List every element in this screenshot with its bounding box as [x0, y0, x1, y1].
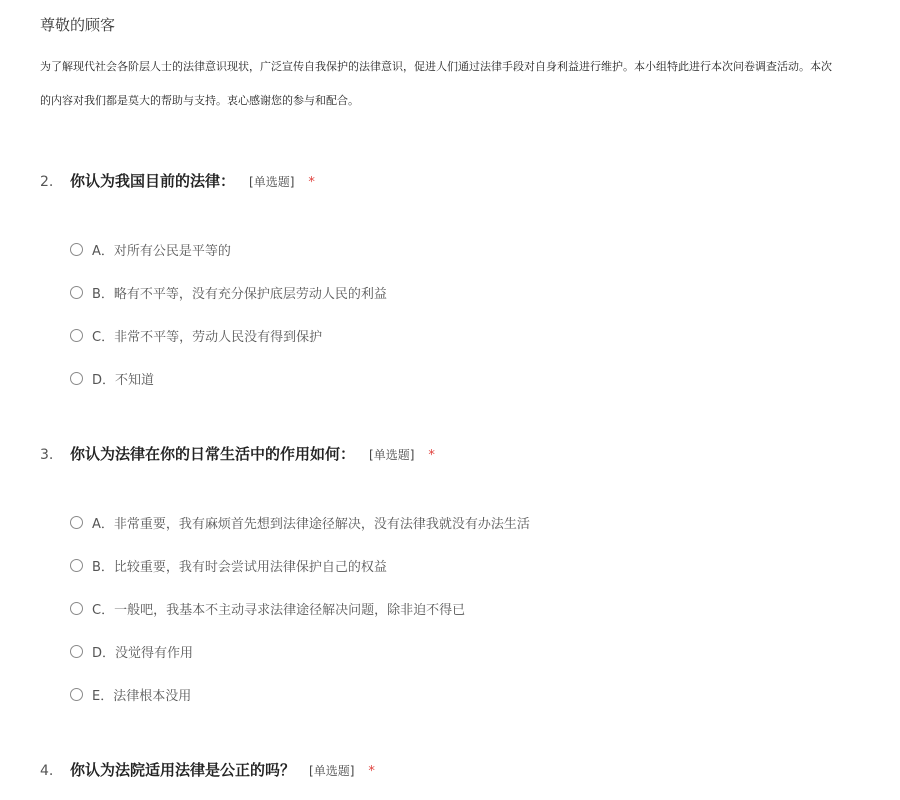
- option-label[interactable]: A．对所有公民是平等的: [92, 243, 231, 259]
- radio-circle-icon[interactable]: [70, 372, 83, 385]
- required-star: *: [368, 764, 375, 779]
- required-star: *: [308, 175, 315, 190]
- option-label[interactable]: A．非常重要，我有麻烦首先想到法律途径解决，没有法律我就没有办法生活: [92, 516, 530, 532]
- radio-circle-icon[interactable]: [70, 602, 83, 615]
- question-title: 你认为法律在你的日常生活中的作用如何：: [70, 445, 356, 463]
- radio-circle-icon[interactable]: [70, 329, 83, 342]
- question-4: [40, 759, 900, 789]
- option-radio-e[interactable]: [70, 684, 191, 704]
- intro-text-line-2: 的内容对我们都是莫大的帮助与支持。衷心感谢您的参与和配合。: [40, 94, 359, 107]
- option-radio-c[interactable]: [70, 598, 465, 618]
- question-header: [40, 443, 435, 467]
- question-header: [40, 170, 315, 194]
- option-radio-a[interactable]: [70, 239, 231, 259]
- option-radio-d[interactable]: [70, 368, 154, 388]
- option-radio-c[interactable]: [70, 325, 322, 345]
- question-type-tag: [单选题]: [249, 175, 295, 189]
- question-title: 你认为法院适用法律是公正的吗？: [70, 761, 296, 779]
- question-header: [40, 759, 375, 783]
- option-label[interactable]: D．没觉得有作用: [92, 645, 194, 661]
- radio-circle-icon[interactable]: [70, 688, 83, 701]
- option-label[interactable]: D．不知道: [92, 372, 155, 388]
- greeting-heading: 尊敬的顾客: [40, 16, 116, 34]
- radio-circle-icon[interactable]: [70, 559, 83, 572]
- question-type-tag: [单选题]: [369, 448, 415, 462]
- question-3: [40, 443, 900, 713]
- required-star: *: [428, 448, 435, 463]
- option-radio-a[interactable]: [70, 512, 530, 532]
- question-type-tag: [单选题]: [309, 764, 355, 778]
- radio-circle-icon[interactable]: [70, 243, 83, 256]
- option-radio-b[interactable]: [70, 282, 387, 302]
- option-radio-d[interactable]: [70, 641, 193, 661]
- option-label[interactable]: E．法律根本没用: [92, 688, 192, 704]
- option-label[interactable]: B．略有不平等，没有充分保护底层劳动人民的利益: [92, 286, 387, 302]
- option-label[interactable]: C．一般吧，我基本不主动寻求法律途径解决问题，除非迫不得已: [92, 602, 466, 618]
- intro-text-line-1: 为了解现代社会各阶层人士的法律意识现状，广泛宣传自我保护的法律意识，促进人们通过法律手段对自身利益进行维护。本小组特此进行本次问卷调查活动。本次: [40, 60, 832, 73]
- option-label[interactable]: B．比较重要，我有时会尝试用法律保护自己的权益: [92, 559, 387, 575]
- option-radio-b[interactable]: [70, 555, 387, 575]
- option-label[interactable]: C．非常不平等，劳动人民没有得到保护: [92, 329, 323, 345]
- question-2: [40, 170, 900, 400]
- question-number: 3.: [40, 447, 54, 463]
- question-number: 4.: [40, 763, 54, 779]
- question-title: 你认为我国目前的法律：: [70, 172, 236, 190]
- question-number: 2.: [40, 174, 54, 190]
- radio-circle-icon[interactable]: [70, 645, 83, 658]
- radio-circle-icon[interactable]: [70, 516, 83, 529]
- radio-circle-icon[interactable]: [70, 286, 83, 299]
